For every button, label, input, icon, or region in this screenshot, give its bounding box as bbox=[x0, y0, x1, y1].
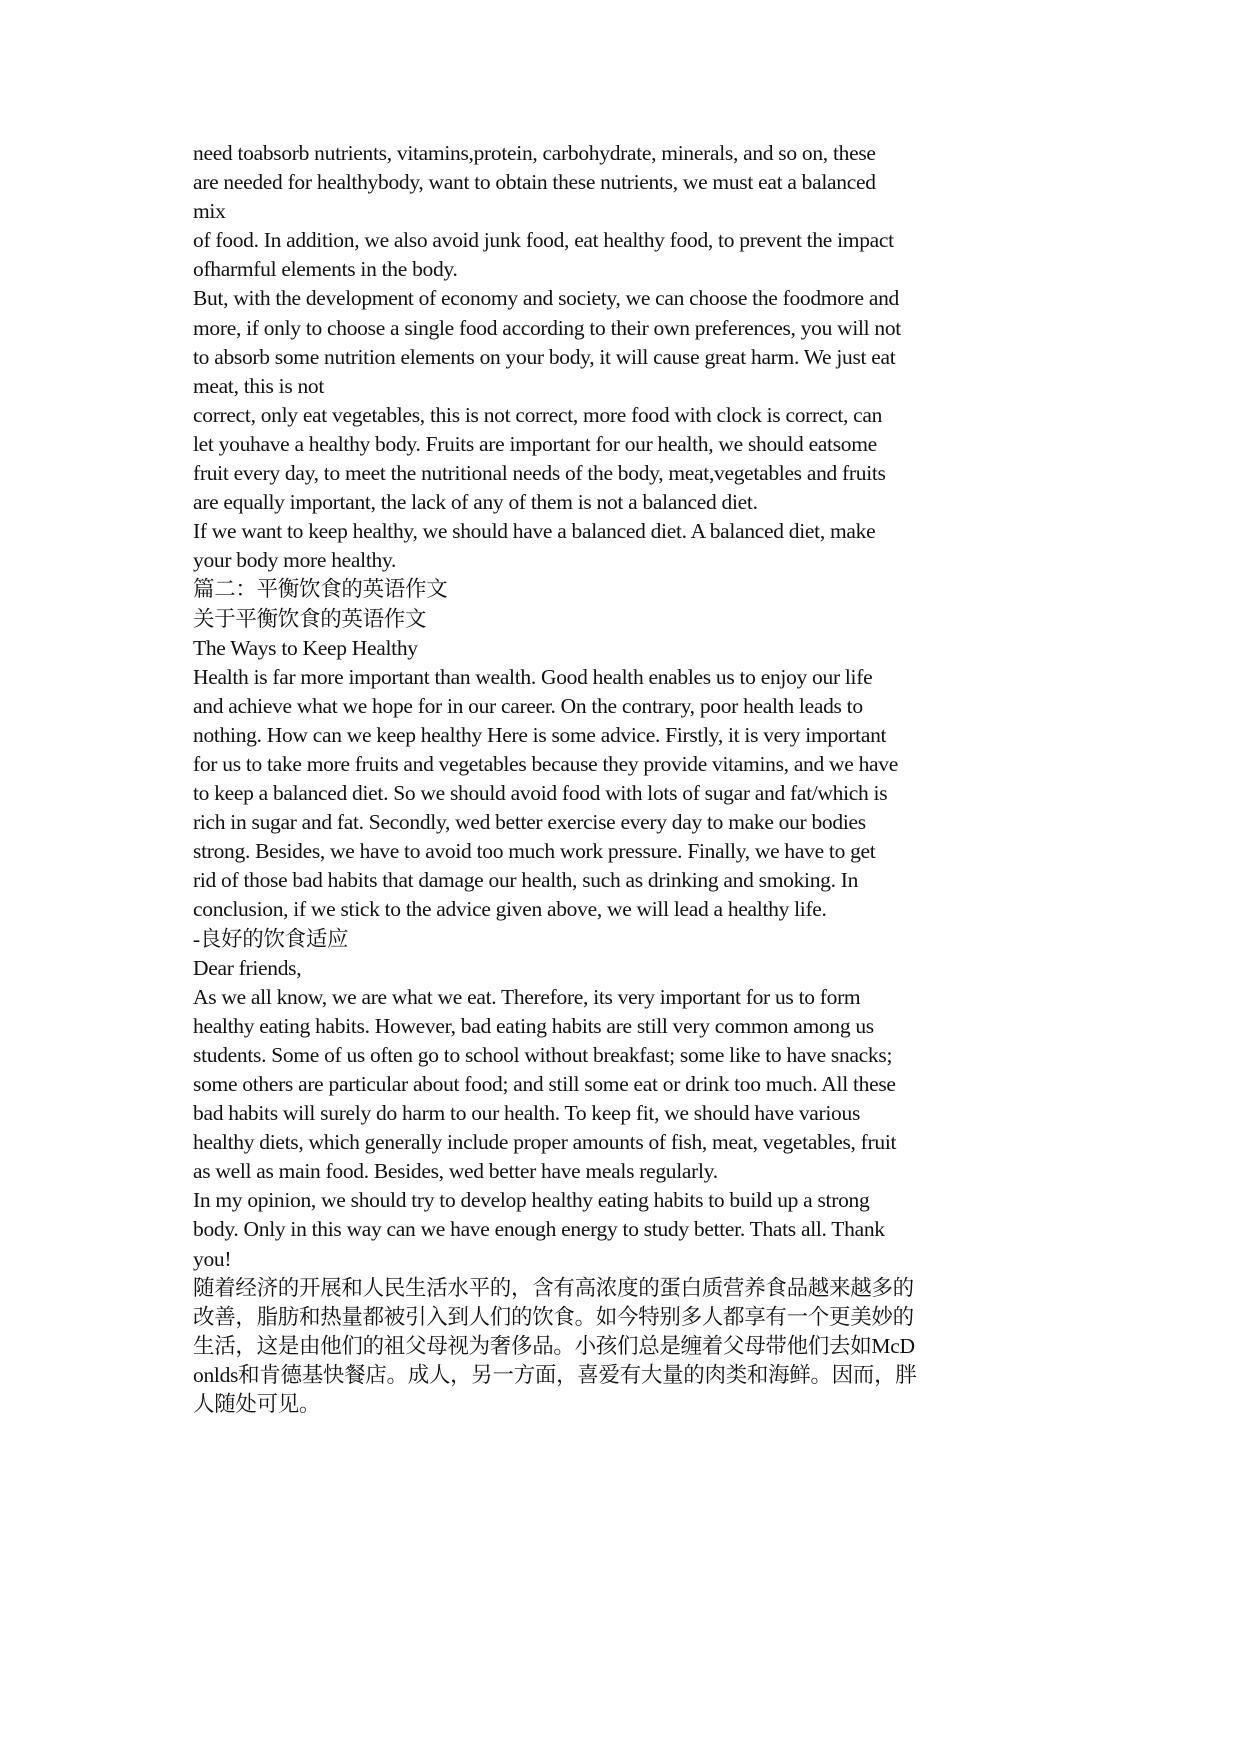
text-line: of food. In addition, we also avoid junk food, eat healthy food, to prevent the impact bbox=[193, 228, 894, 253]
text-line: more, if only to choose a single food according to their own preferences, you will not bbox=[193, 315, 901, 340]
text-line: as well as main food. Besides, wed better have meals regularly. bbox=[193, 1159, 718, 1184]
text-line: As we all know, we are what we eat. Therefore, its very important for us to form bbox=[193, 984, 861, 1009]
text-line: rid of those bad habits that damage our health, such as drinking and smoking. In bbox=[193, 868, 859, 893]
text-line: strong. Besides, we have to avoid too much work pressure. Finally, we have to get bbox=[193, 839, 876, 864]
text-line: 关于平衡饮食的英语作文 bbox=[193, 606, 427, 631]
text-line: onlds和肯德基快餐店。成人，另一方面，喜爱有大量的肉类和海鲜。因而，胖 bbox=[193, 1362, 917, 1387]
text-line: 篇二：平衡饮食的英语作文 bbox=[193, 577, 448, 602]
text-line: -良好的饮食适应 bbox=[193, 926, 349, 951]
text-line: conclusion, if we stick to the advice given above, we will lead a healthy life. bbox=[193, 897, 827, 922]
text-line: are needed for healthybody, want to obtain these nutrients, we must eat a balanced bbox=[193, 170, 876, 195]
text-line: are equally important, the lack of any of them is not a balanced diet. bbox=[193, 490, 758, 515]
text-line: ofharmful elements in the body. bbox=[193, 257, 458, 282]
text-line: healthy diets, which generally include proper amounts of fish, meat, vegetables, fruit bbox=[193, 1130, 897, 1155]
text-line: bad habits will surely do harm to our health. To keep fit, we should have various bbox=[193, 1101, 861, 1126]
text-line: correct, only eat vegetables, this is not correct, more food with clock is correct, can bbox=[193, 402, 883, 427]
text-line: for us to take more fruits and vegetables because they provide vitamins, and we have bbox=[193, 751, 898, 776]
text-line: to keep a balanced diet. So we should avoid food with lots of sugar and fat/which is bbox=[193, 781, 888, 806]
text-line: 生活，这是由他们的祖父母视为奢侈品。小孩们总是缠着父母带他们去如McD bbox=[193, 1333, 915, 1358]
text-line: 改善，脂肪和热量都被引入到人们的饮食。如今特别多人都享有一个更美妙的 bbox=[193, 1304, 914, 1329]
text-line: 人随处可见。 bbox=[193, 1392, 321, 1417]
text-line: Health is far more important than wealth. Good health enables us to enjoy our life bbox=[193, 664, 873, 689]
text-line: 随着经济的开展和人民生活水平的，含有高浓度的蛋白质营养食品越来越多的 bbox=[193, 1275, 914, 1300]
text-line: If we want to keep healthy, we should have a balanced diet. A balanced diet, make bbox=[193, 519, 876, 544]
text-line: rich in sugar and fat. Secondly, wed better exercise every day to make our bodies bbox=[193, 810, 866, 835]
text-line: students. Some of us often go to school without breakfast; some like to have snacks; bbox=[193, 1042, 893, 1067]
text-line: healthy eating habits. However, bad eating habits are still very common among us bbox=[193, 1013, 874, 1038]
text-line: The Ways to Keep Healthy bbox=[193, 635, 418, 660]
text-line: and achieve what we hope for in our career. On the contrary, poor health leads to bbox=[193, 693, 863, 718]
document-page bbox=[193, 139, 1073, 1419]
text-line: need toabsorb nutrients, vitamins,protein, carbohydrate, minerals, and so on, these bbox=[193, 141, 876, 165]
text-line: mix bbox=[193, 199, 226, 224]
text-line: But, with the development of economy and society, we can choose the foodmore and bbox=[193, 286, 899, 311]
text-line: nothing. How can we keep healthy Here is some advice. Firstly, it is very important bbox=[193, 722, 887, 747]
text-line: let youhave a healthy body. Fruits are important for our health, we should eatsome bbox=[193, 431, 877, 456]
text-line: your body more healthy. bbox=[193, 548, 397, 573]
text-line: Dear friends, bbox=[193, 955, 302, 980]
text-line: you! bbox=[193, 1246, 232, 1271]
text-line: fruit every day, to meet the nutritional needs of the body, meat,vegetables and fruits bbox=[193, 461, 886, 486]
text-line: In my opinion, we should try to develop healthy eating habits to build up a strong bbox=[193, 1188, 870, 1213]
text-line: meat, this is not bbox=[193, 373, 325, 398]
text-line: body. Only in this way can we have enough energy to study better. Thats all. Thank bbox=[193, 1217, 885, 1242]
text-line: to absorb some nutrition elements on your body, it will cause great harm. We just eat bbox=[193, 344, 896, 369]
text-line: some others are particular about food; and still some eat or drink too much. All these bbox=[193, 1072, 896, 1096]
